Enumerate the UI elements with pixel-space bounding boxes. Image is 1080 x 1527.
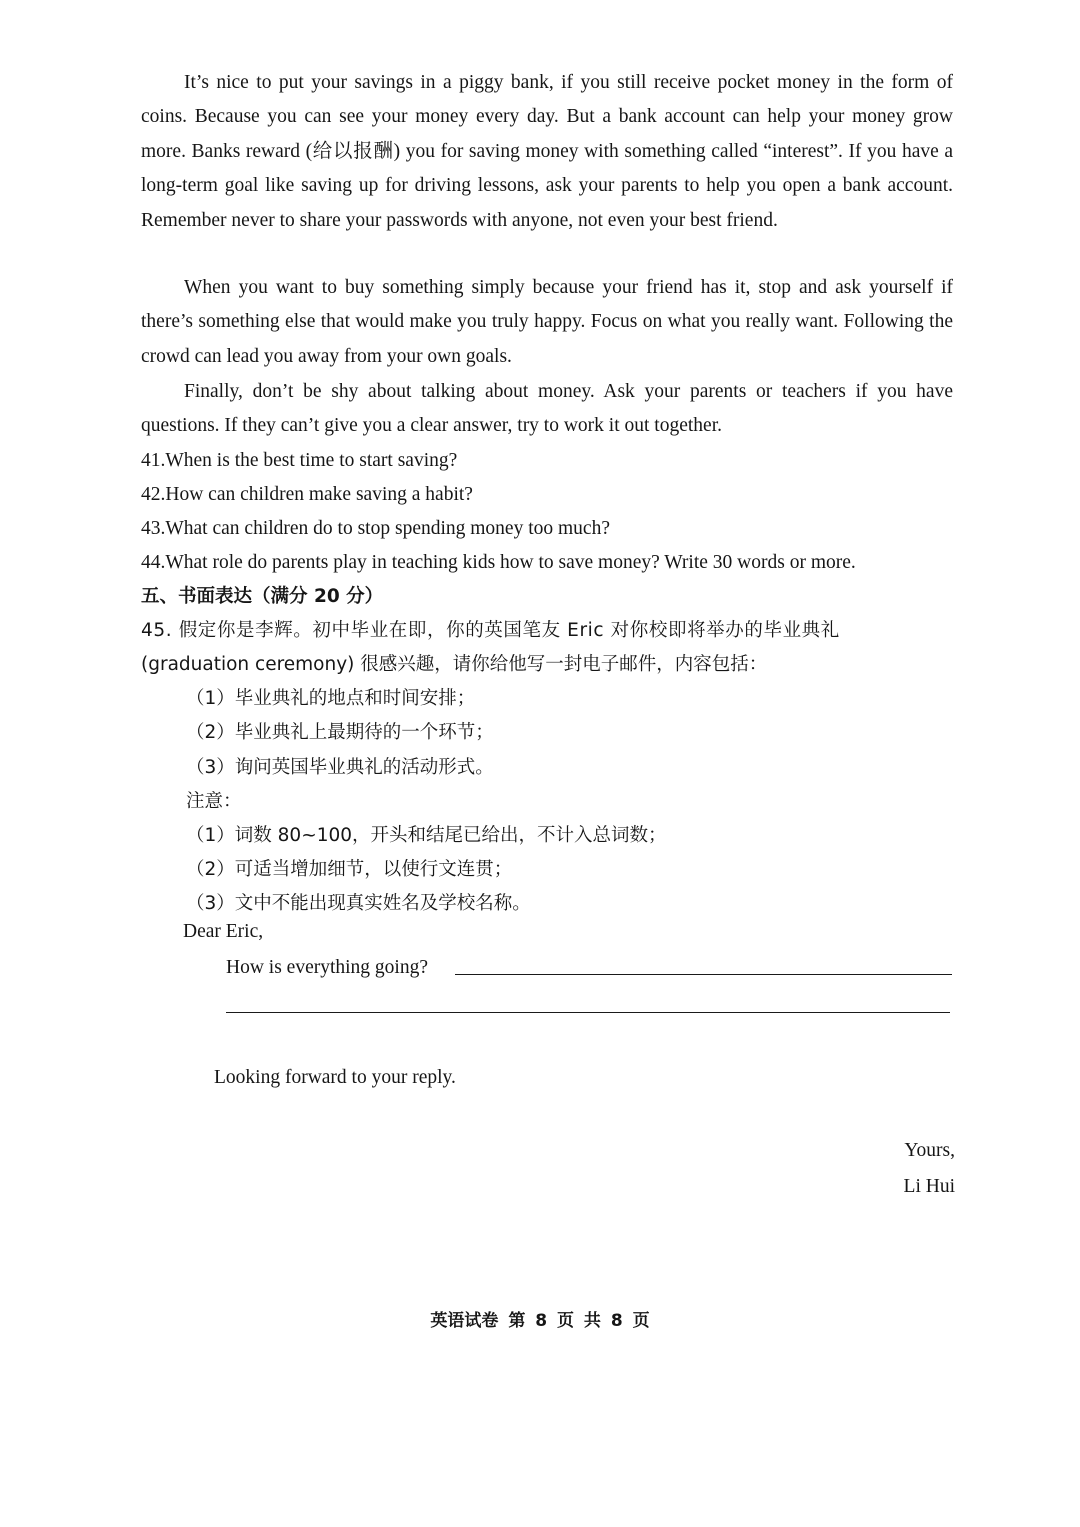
question-44: 44.What role do parents play in teaching kids how to save money? Write 30 words or more.: [141, 552, 856, 573]
notes-label: 注意：: [186, 791, 242, 812]
question-45-prompt-line-1: 45. 假定你是李辉。初中毕业在即，你的英国笔友 Eric 对你校即将举办的毕业典礼: [141, 620, 840, 641]
answer-blank-line-1[interactable]: [455, 974, 952, 975]
letter-greeting: Dear Eric,: [183, 921, 264, 942]
note-1: （1）词数 80~100，开头和结尾已给出，不计入总词数；: [186, 825, 667, 846]
passage-paragraph-2: When you want to buy something simply because your friend has it, stop and ask yourself if there’s something else that would make you truly happy. Focus on what you really want. Following the crowd can lead you away from your own goals.: [141, 277, 953, 367]
content-item-3: （3）询问英国毕业典礼的活动形式。: [186, 757, 494, 778]
question-43: 43.What can children do to stop spending money too much?: [141, 518, 610, 539]
passage-paragraph-3: Finally, don’t be shy about talking about money. Ask your parents or teachers if you have questions. If they can’t give you a clear answer, try to work it out together.: [141, 381, 953, 437]
answer-blank-line-2[interactable]: [226, 1012, 950, 1013]
question-41: 41.When is the best time to start saving?: [141, 450, 458, 471]
content-item-1: （1）毕业典礼的地点和时间安排；: [186, 688, 476, 709]
question-42: 42.How can children make saving a habit?: [141, 484, 473, 505]
section-heading: 五、书面表达（满分 20 分）: [141, 586, 384, 607]
letter-closing: Looking forward to your reply.: [214, 1067, 456, 1088]
note-2: （2）可适当增加细节，以使行文连贯；: [186, 859, 513, 880]
letter-signature: Li Hui: [903, 1176, 955, 1197]
note-3: （3）文中不能出现真实姓名及学校名称。: [186, 893, 531, 914]
page-footer: 英语试卷 第 8 页 共 8 页: [430, 1311, 650, 1331]
letter-opening: How is everything going?: [226, 957, 429, 978]
passage-paragraph-1: It’s nice to put your savings in a piggy bank, if you still receive pocket money in the form of coins. Because you can see your money every day. But a bank account can help your money grow more. Banks reward (给以报酬) you for saving money with something called “interest”. If you have a long-term goal like saving up for driving lessons, ask your parents to help you open a bank account. Remember never to share your passwords with anyone, not even your best friend.: [141, 72, 953, 231]
question-45-prompt-line-2: (graduation ceremony) 很感兴趣，请你给他写一封电子邮件，内容包括：: [141, 654, 768, 675]
content-item-2: （2）毕业典礼上最期待的一个环节；: [186, 722, 494, 743]
letter-signoff: Yours,: [904, 1140, 955, 1161]
